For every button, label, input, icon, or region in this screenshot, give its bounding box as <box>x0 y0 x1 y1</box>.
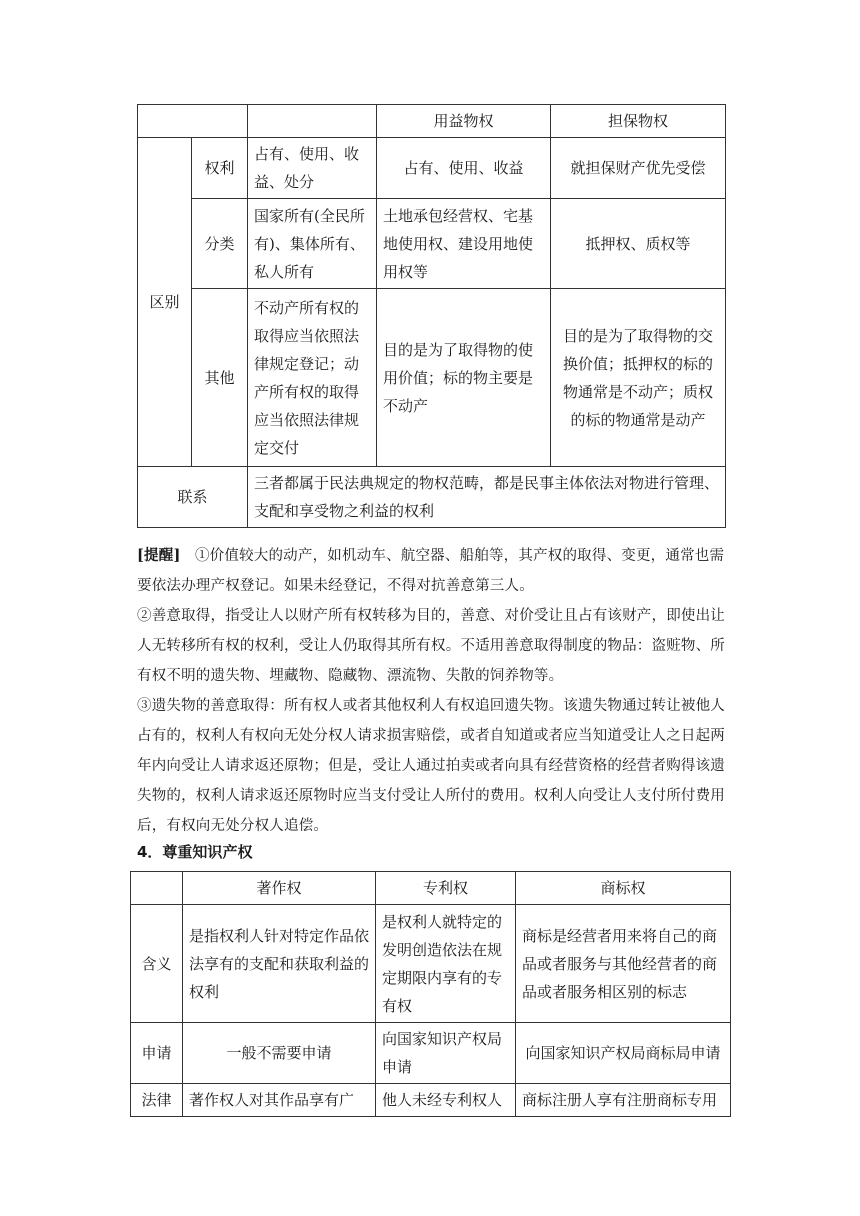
reminder-block <box>137 541 729 841</box>
table-cell: 一般不需要申请 <box>183 1023 376 1084</box>
table-cell: 是指权利人针对特定作品依法享有的支配和获取利益的权利 <box>183 905 376 1023</box>
row-label: 权利 <box>192 138 248 199</box>
row-label: 其他 <box>192 289 248 467</box>
table-cell: 土地承包经营权、宅基地使用权、建设用地使用权等 <box>377 199 551 289</box>
row-group-label: 区别 <box>138 138 192 467</box>
table-header-cell: 专利权 <box>376 872 516 905</box>
table-row <box>138 199 726 289</box>
table-cell: 向国家知识产权局申请 <box>376 1023 516 1084</box>
table-header-row <box>138 105 726 138</box>
table-cell: 不动产所有权的取得应当依照法律规定登记；动产所有权的取得应当依照法律规定交付 <box>248 289 377 467</box>
row-label: 含义 <box>131 905 183 1023</box>
reminder-paragraph: ②善意取得，指受让人以财产所有权转移为目的，善意、对价受让且占有该财产，即使出让人无转移所有权的权利，受让人仍取得其所有权。不适用善意取得制度的物品：盗赃物、所有权不明的遗失物、埋藏物、隐藏物、漂流物、失散的饲养物等。 <box>137 608 725 684</box>
table-cell: 向国家知识产权局商标局申请 <box>516 1023 731 1084</box>
table-header-row <box>131 872 731 905</box>
table-row <box>138 289 726 467</box>
intellectual-property-table <box>130 871 731 1117</box>
reminder-tag: [提醒] <box>137 547 181 564</box>
row-label: 分类 <box>192 199 248 289</box>
section-title: 4．尊重知识产权 <box>137 843 253 861</box>
table-cell: 抵押权、质权等 <box>551 199 726 289</box>
reminder-text: ①价值较大的动产，如机动车、航空器、船舶等，其产权的取得、变更，通常也需要依法办理产权登记。如果未经登记，不得对抗善意第三人。 <box>137 548 725 594</box>
table-header-cell <box>131 872 183 905</box>
table-header-cell: 著作权 <box>183 872 376 905</box>
table-cell: 就担保财产优先受偿 <box>551 138 726 199</box>
table-cell: 是权利人就特定的发明创造依法在规定期限内享有的专有权 <box>376 905 516 1023</box>
row-label: 法律 <box>131 1084 183 1117</box>
reminder-paragraph <box>137 541 729 601</box>
table-row <box>138 138 726 199</box>
table-row <box>138 467 726 528</box>
table-cell: 著作权人对其作品享有广 <box>183 1084 376 1117</box>
table-header-cell <box>248 105 377 138</box>
table-row <box>131 1023 731 1084</box>
table-cell: 占有、使用、收益、处分 <box>248 138 377 199</box>
table-cell: 商标注册人享有注册商标专用 <box>516 1084 731 1117</box>
table-cell: 国家所有(全民所有)、集体所有、私人所有 <box>248 199 377 289</box>
table-header-cell <box>138 105 248 138</box>
reminder-paragraph: ③遗失物的善意取得：所有权人或者其他权利人有权追回遗失物。该遗失物通过转让被他人占有的，权利人有权向无处分权人请求损害赔偿，或者自知道或者应当知道受让人之日起两年内向受让人请求返还原物；但是，受让人通过拍卖或者向具有经营资格的经营者购得该遗失物的，权利人请求返还原物时应当支付受让人所付的费用。权利人向受让人支付所付费用后，有权向无处分权人追偿。 <box>137 698 725 834</box>
table-row <box>131 905 731 1023</box>
row-label: 联系 <box>138 467 248 528</box>
table-cell: 目的是为了取得物的使用价值；标的物主要是不动产 <box>377 289 551 467</box>
row-label: 申请 <box>131 1023 183 1084</box>
table-row <box>131 1084 731 1117</box>
table-cell: 三者都属于民法典规定的物权范畴，都是民事主体依法对物进行管理、支配和享受物之利益的权利 <box>248 467 726 528</box>
table-cell: 他人未经专利权人 <box>376 1084 516 1117</box>
table-cell: 占有、使用、收益 <box>377 138 551 199</box>
table-cell: 商标是经营者用来将自己的商品或者服务与其他经营者的商品或者服务相区别的标志 <box>516 905 731 1023</box>
table-cell: 目的是为了取得物的交换价值；抵押权的标的物通常是不动产；质权的标的物通常是动产 <box>551 289 726 467</box>
property-rights-table <box>137 104 726 528</box>
table-header-cell: 担保物权 <box>551 105 726 138</box>
table-header-cell: 用益物权 <box>377 105 551 138</box>
table-header-cell: 商标权 <box>516 872 731 905</box>
